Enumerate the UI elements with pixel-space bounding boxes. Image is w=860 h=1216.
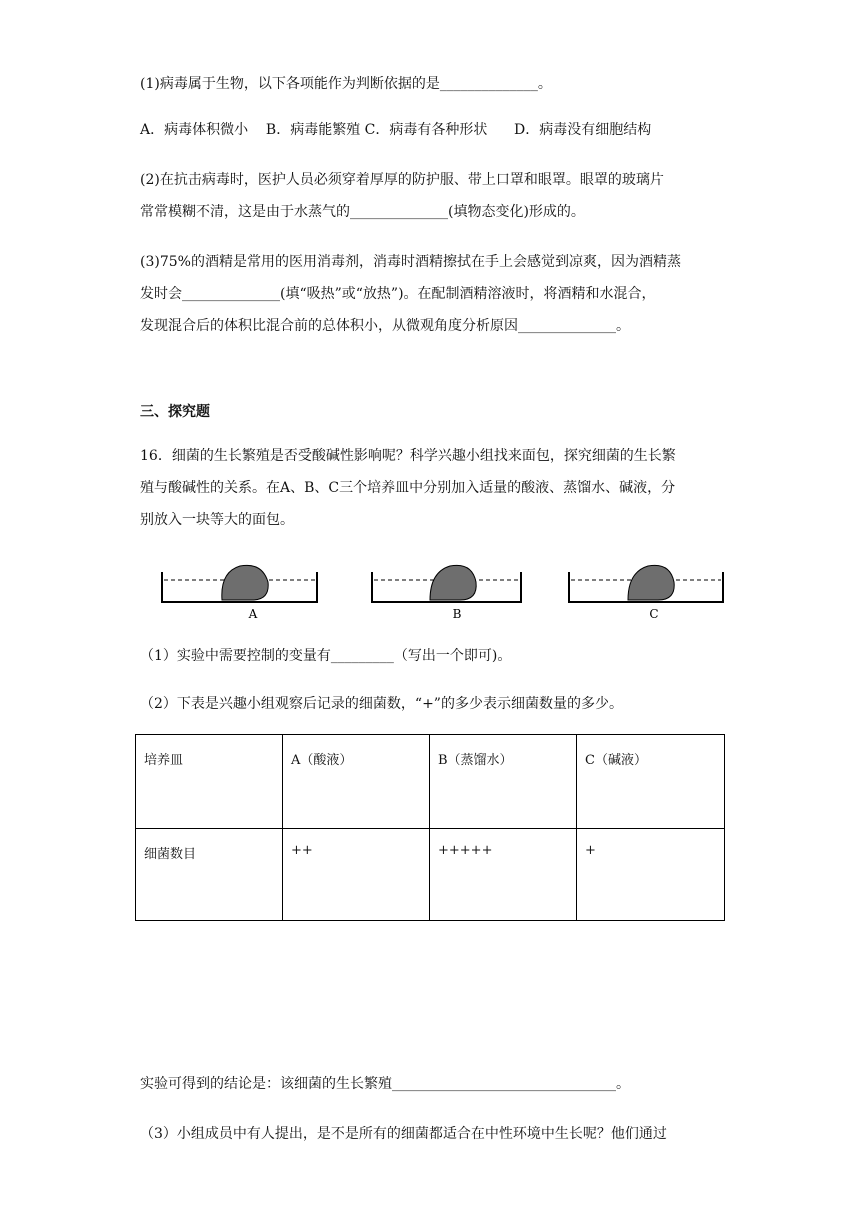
table-header-cell: 培养皿 bbox=[136, 735, 283, 829]
sub-question-3: （3）小组成员中有人提出，是不是所有的细菌都适合在中性环境中生长呢？他们通过 bbox=[140, 1126, 667, 1142]
petri-dish-c bbox=[569, 565, 723, 621]
petri-dish-a bbox=[162, 565, 317, 621]
table-header-row bbox=[136, 735, 725, 829]
table-header-cell: B（蒸馏水） bbox=[430, 735, 577, 829]
question-2-line-2: 常常模糊不清，这是由于水蒸气的______________(填物态变化)形成的。 bbox=[140, 204, 585, 220]
bacteria-count-table bbox=[135, 734, 725, 921]
sub-question-2: （2）下表是兴趣小组观察后记录的细菌数，“+”的多少表示细菌数量的多少。 bbox=[140, 696, 623, 712]
petri-dish-b bbox=[372, 565, 521, 621]
bread-c bbox=[628, 565, 674, 600]
table-cell: + bbox=[577, 829, 725, 921]
section-heading: 三、探究题 bbox=[140, 404, 210, 420]
petri-dish-figure bbox=[140, 560, 740, 630]
dish-label-b: B bbox=[452, 607, 462, 621]
table-header-cell: A（酸液） bbox=[283, 735, 430, 829]
table-header-cell: C（碱液） bbox=[577, 735, 725, 829]
dish-label-a: A bbox=[248, 607, 258, 621]
table-row bbox=[136, 829, 725, 921]
table-cell: ++ bbox=[283, 829, 430, 921]
question-1-options: A．病毒体积微小 B．病毒能繁殖 C．病毒有各种形状 D．病毒没有细胞结构 bbox=[140, 122, 652, 138]
question-16-line-3: 别放入一块等大的面包。 bbox=[140, 512, 294, 528]
dish-label-c: C bbox=[649, 607, 659, 621]
table-cell: 细菌数目 bbox=[136, 829, 283, 921]
question-16-line-2: 殖与酸碱性的关系。在A、B、C三个培养皿中分别加入适量的酸液、蒸馏水、碱液，分 bbox=[140, 480, 676, 496]
bread-b bbox=[430, 565, 476, 600]
conclusion-line: 实验可得到的结论是：该细菌的生长繁殖________________________________。 bbox=[140, 1076, 630, 1092]
question-1: (1)病毒属于生物，以下各项能作为判断依据的是______________。 bbox=[140, 76, 552, 92]
question-3-line-2: 发时会______________(填“吸热”或“放热”)。在配制酒精溶液时，将酒精和水混合， bbox=[140, 286, 656, 302]
question-2-line-1: (2)在抗击病毒时，医护人员必须穿着厚厚的防护服、带上口罩和眼罩。眼罩的玻璃片 bbox=[140, 172, 664, 188]
question-3-line-1: (3)75%的酒精是常用的医用消毒剂，消毒时酒精擦拭在手上会感觉到凉爽，因为酒精蒸 bbox=[140, 254, 681, 270]
table-cell: +++++ bbox=[430, 829, 577, 921]
question-16-line-1: 16．细菌的生长繁殖是否受酸碱性影响呢？科学兴趣小组找来面包，探究细菌的生长繁 bbox=[140, 448, 676, 464]
sub-question-1: （1）实验中需要控制的变量有_________（写出一个即可)。 bbox=[140, 648, 512, 664]
bread-a bbox=[222, 565, 268, 600]
question-3-line-3: 发现混合后的体积比混合前的总体积小，从微观角度分析原因______________。 bbox=[140, 318, 630, 334]
